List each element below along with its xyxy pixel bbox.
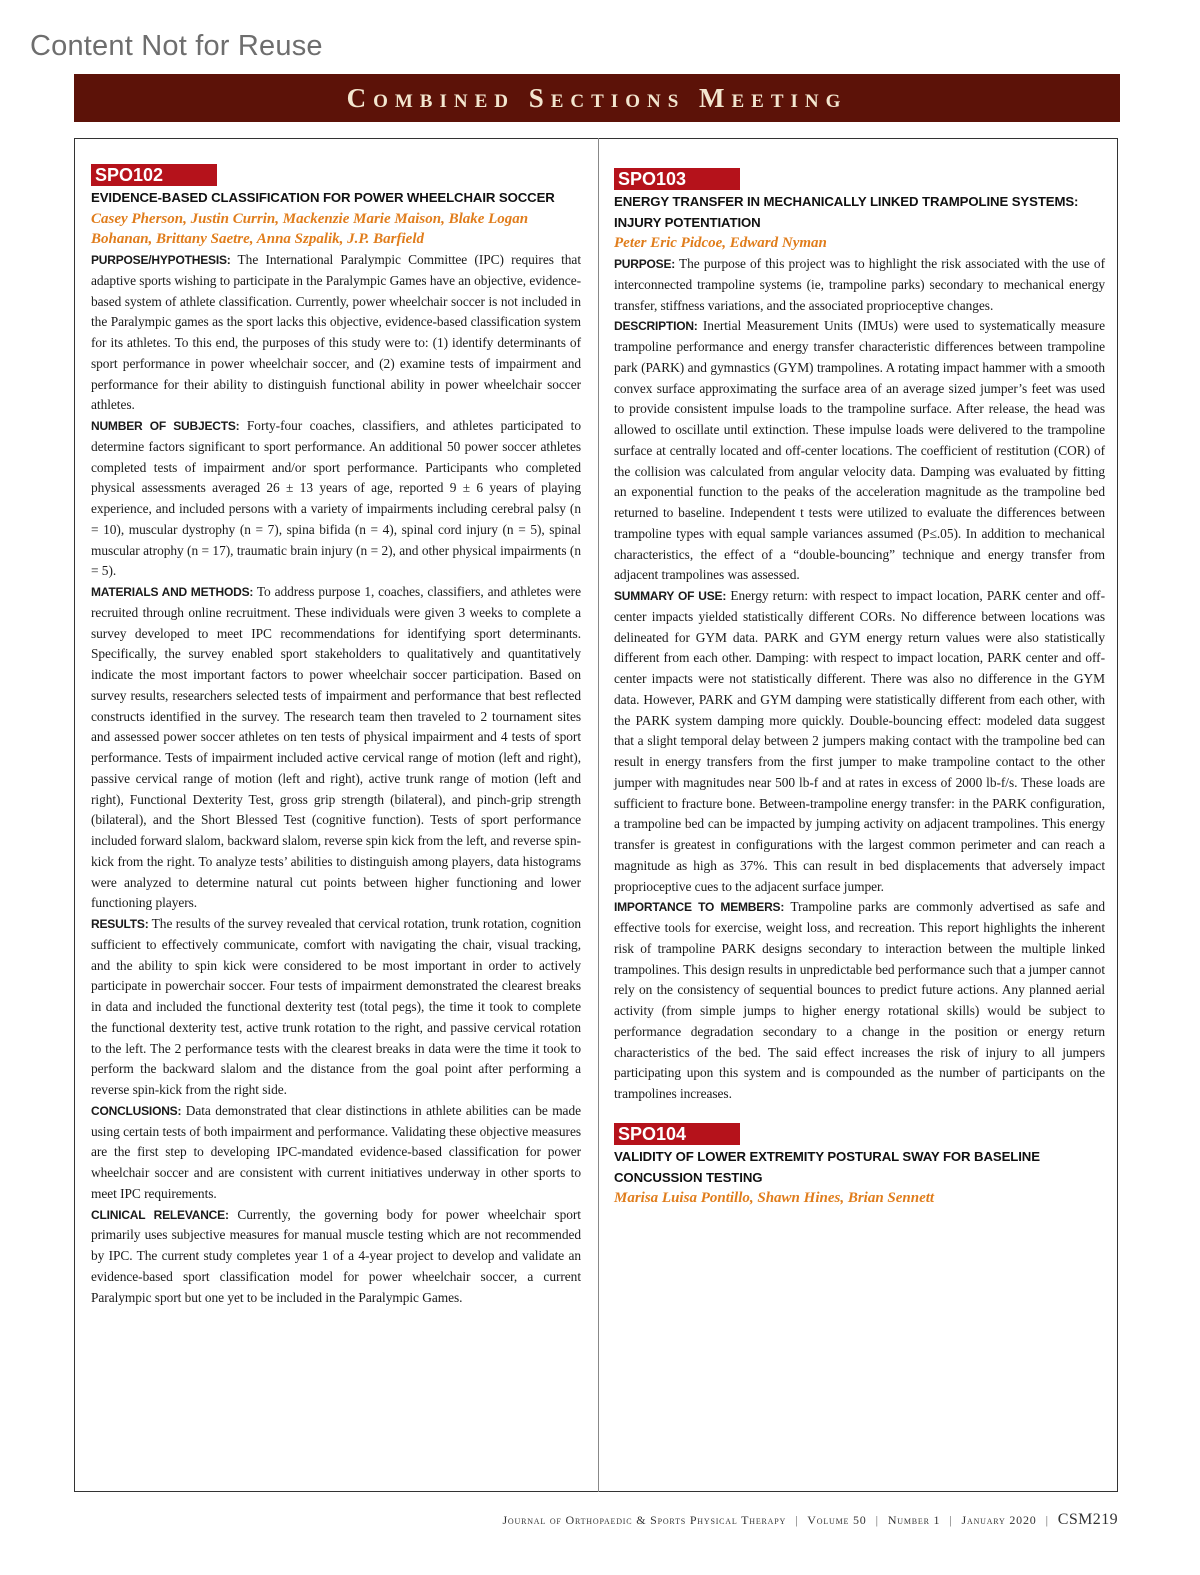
section-banner: [74, 74, 1120, 122]
footer-number: Number 1: [887, 1513, 941, 1527]
banner-title: Combined Sections Meeting: [346, 82, 848, 113]
paragraph-conclusions: [91, 1101, 581, 1205]
abstract-title: VALIDITY OF LOWER EXTREMITY POSTURAL SWAY FOR BASELINE CONCUSSION TESTING: [614, 1148, 1040, 1185]
abstract-spo104: [614, 1119, 1105, 1209]
footer-journal: Journal of Orthopaedic & Sports Physical Therapy: [502, 1513, 787, 1527]
paragraph-summary-of-use: [614, 586, 1105, 897]
paragraph-purpose: [614, 254, 1105, 316]
abstract-spo103: [614, 164, 1105, 1105]
abstract-id-badge: SPO102: [91, 164, 217, 186]
section-text: The purpose of this project was to highlight the risk associated with the use of interconnected trampoline systems (ie, trampoline parks) secondary to mechanical energy transfer, stiffness variations, and the associated proprioceptive changes.: [614, 256, 1105, 313]
section-label: RESULTS:: [91, 917, 149, 932]
section-text: Energy return: with respect to impact location, PARK center and off-center impacts yielded statistically different CORs. No difference between locations was delineated for GYM data. PARK and GYM energy return values were also statistically different from each other. Damping: with respect to impact location, PARK center and off-center impacts were not statistically different. There was also no difference in the GYM data. However, PARK and GYM damping were statistically different from each other, with the PARK system damping more quickly. Double-bouncing effect: modeled data suggest that a slight temporal delay between 2 jumpers making contact with the trampoline bed can result in energy transfers from the first jumper to make trampoline contact to the other jumper with magnitudes near 500 lb-f and at rates in excess of 2000 lb-f/s. These loads are sufficient to fracture bone. Between-trampoline energy transfer: in the PARK configuration, a trampoline bed can be impacted by jumping activity on adjacent trampolines. This energy transfer is greatest in configurations with the largest common perimeter and can reach a magnitude as high as 37%. This can result in bed displacements that adversely impact proprioceptive cues to the adjacent surface jumper.: [614, 588, 1105, 894]
section-label: SUMMARY OF USE:: [614, 589, 727, 604]
paragraph-subjects: [91, 416, 581, 582]
section-label: NUMBER OF SUBJECTS:: [91, 419, 240, 434]
right-column: [614, 164, 1105, 1209]
section-label: PURPOSE/HYPOTHESIS:: [91, 253, 231, 268]
section-text: Data demonstrated that clear distinctions in athlete abilities can be made using certain tests of both impairment and performance. Validating these objective measures are the first step to developing IPC-mandated evidence-based classification for power wheelchair soccer and are consistent with current initiatives underway in other sports to meet IPC requirements.: [91, 1102, 581, 1201]
footer-separator: |: [795, 1513, 799, 1527]
page-footer: [502, 1511, 1118, 1529]
section-text: Currently, the governing body for power wheelchair sport primarily uses subjective measures for manual muscle testing which are not recommended by IPC. The current study completes year 1 of a 4-year project to develop and validate an evidence-based sport classification model for power wheelchair soccer, a current Paralympic sport but one yet to be included in the Paralympic Games.: [91, 1206, 581, 1305]
paragraph-clinical-relevance: [91, 1205, 581, 1309]
abstract-authors: Peter Eric Pidcoe, Edward Nyman: [614, 235, 827, 252]
paragraph-importance: [614, 897, 1105, 1105]
section-label: CLINICAL RELEVANCE:: [91, 1207, 229, 1222]
footer-page-number: CSM219: [1057, 1511, 1118, 1528]
footer-date: January 2020: [961, 1513, 1037, 1527]
abstract-spo102: [91, 160, 581, 1308]
watermark: Content Not for Reuse: [30, 30, 323, 62]
column-divider: [598, 138, 599, 1492]
abstract-authors: Marisa Luisa Pontillo, Shawn Hines, Brian Sennett: [614, 1190, 935, 1207]
abstract-id-badge: SPO104: [614, 1123, 740, 1145]
section-text: Trampoline parks are commonly advertised as safe and effective tools for exercise, weight loss, and recreation. This report highlights the inherent risk of trampoline PARK designs secondary to interaction between the multiple linked trampolines. This design results in unpredictable bed performance such that a jumper cannot rely on the consistency of sequential bounces to predict future actions. Any planned aerial activity (from simple jumps to higher energy rotational skills) would be subject to performance degradation secondary to a change in the position or energy return characteristics of the bed. The said effect increases the risk of injury to all jumpers participating upon this system and is compounded as the number of participants on the trampolines increases.: [614, 899, 1105, 1102]
paragraph-results: [91, 914, 581, 1101]
paragraph-methods: [91, 582, 581, 914]
section-text: Inertial Measurement Units (IMUs) were used to systematically measure trampoline performance and energy transfer characteristic differences between trampoline park (PARK) and gymnastics (GYM) trampolines. A rotating impact hammer with a smooth convex surface approximating the surface area of an average sized jumper’s feet was used to provide consistent impulse loads to the trampoline surface. After release, the head was allowed to oscillate until extinction. These impulse loads were delivered to the trampoline surface at centrally located and off-center locations. The coefficient of restitution (COR) of the collision was calculated from angular velocity data. Damping was evaluated by fitting an exponential function to the peaks of the acceleration magnitude as the trampoline bed returned to baseline. Independent t tests were utilized to evaluate the differences between trampoline types with equal sample variances assumed (P≤.05). In addition to mechanical characteristics, the effect of a “double-bouncing” technique and energy transfer from adjacent trampolines was assessed.: [614, 318, 1105, 583]
abstract-title: EVIDENCE-BASED CLASSIFICATION FOR POWER WHEELCHAIR SOCCER: [91, 190, 555, 205]
section-text: Forty-four coaches, classifiers, and athletes participated to determine factors significant to sport performance. An additional 50 power soccer athletes completed tests of impairment and/or sport performance. Participants who completed physical assessments averaged 26 ± 13 years of age, reported 9 ± 6 years of playing experience, and included persons with a variety of impairments including cerebral palsy (n = 10), muscular dystrophy (n = 7), spina bifida (n = 4), spinal cord injury (n = 5), spinal muscular atrophy (n = 17), traumatic brain injury (n = 2), and other physical impairments (n = 5).: [91, 418, 581, 579]
footer-separator: |: [949, 1513, 953, 1527]
abstract-authors: Casey Pherson, Justin Currin, Mackenzie Marie Maison, Blake Logan Bohanan, Brittany Saetre, Anna Szpalik, J.P. Barfield: [91, 210, 529, 248]
section-label: CONCLUSIONS:: [91, 1103, 182, 1118]
footer-separator: |: [875, 1513, 879, 1527]
abstract-title: ENERGY TRANSFER IN MECHANICALLY LINKED TRAMPOLINE SYSTEMS: INJURY POTENTIATION: [614, 194, 1079, 230]
paragraph-description: [614, 316, 1105, 586]
footer-separator: |: [1045, 1513, 1049, 1527]
abstract-id-badge: SPO103: [614, 168, 740, 190]
section-text: The results of the survey revealed that cervical rotation, trunk rotation, cognition sufficient to effectively communicate, comfort with navigating the chair, visual tracking, and the ability to spin kick were considered to be most important in order to actively participate in powerchair soccer. Four tests of impairment demonstrated the clearest breaks in data and included the functional dexterity test (total pegs), the time it took to complete the functional dexterity test, active trunk rotation to the right, and passive cervical rotation to the left. The 2 performance tests with the clearest breaks in data were the time it took to perform the backward slalom and the distance from the goal point after performing a reverse spin-kick from the right side.: [91, 916, 581, 1098]
section-text: The International Paralympic Committee (IPC) requires that adaptive sports wishing to participate in the Paralympic Games have an objective, evidence-based system of athlete classification. Currently, power wheelchair soccer is not included in the Paralympic games as the sport lacks this objective, evidence-based classification system for its athletes. To this end, the purposes of this study were to: (1) identify determinants of sport performance in power wheelchair soccer, and (2) examine tests of impairment and performance for their ability to distinguish functional ability in power wheelchair soccer athletes.: [91, 252, 581, 413]
section-label: PURPOSE:: [614, 257, 676, 272]
section-text: To address purpose 1, coaches, classifiers, and athletes were recruited through online recruitment. These individuals were given 3 weeks to complete a survey developed to meet IPC recommendations for identifying sport determinants. Specifically, the survey enabled sport stakeholders to qualitatively and quantitatively indicate the most important factors to power wheelchair soccer participation. Based on survey results, researchers selected tests of impairment and performance that best reflected constructs identified in the survey. The research team then traveled to 2 tournament sites and assessed power soccer athletes on ten tests of physical impairment and 4 tests of sport performance. Tests of impairment included active cervical range of motion (left and right), passive cervical range of motion (left and right), active trunk range of motion (left and right), Functional Dexterity Test, gross grip strength (bilateral), and pinch-grip strength (bilateral), and the Short Blessed Test (cognitive function). Tests of sport performance included forward slalom, backward slalom, reverse spin kick from the left, and reverse spin-kick from the right. To analyze tests’ abilities to distinguish among players, data histograms were analyzed to determine natural cut points between higher functioning and lower functioning players.: [91, 584, 581, 911]
section-label: MATERIALS AND METHODS:: [91, 585, 254, 600]
section-label: IMPORTANCE TO MEMBERS:: [614, 900, 785, 915]
left-column: [91, 160, 581, 1308]
abstract-gap: [614, 1105, 1105, 1119]
section-label: DESCRIPTION:: [614, 319, 698, 334]
footer-volume: Volume 50: [807, 1513, 867, 1527]
paragraph-purpose: [91, 250, 581, 416]
